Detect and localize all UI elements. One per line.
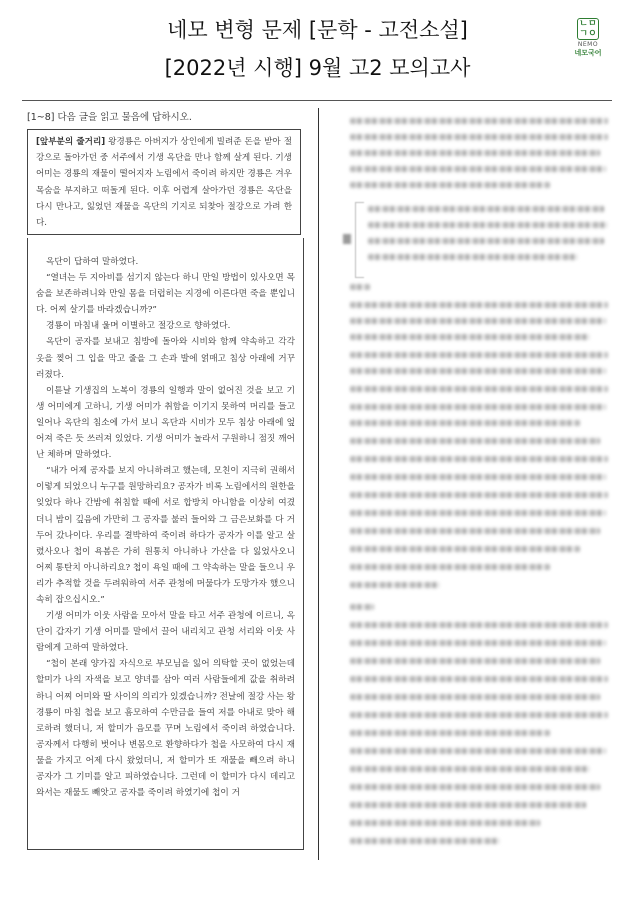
passage-paragraph: “내가 어제 공자를 보지 아니하려고 했는데, 모친이 지극히 권해서 이렇게 되었으니 누구를 원망하리요? 공자가 비록 노림에서의 원한을 잊었다 하나 간밤에 취침할 때에 서로 합방치 아니함을 이상히 여겼더니 밤이 깊음에 가만히 그 공자를 불러 들어와 그 금은보화를 다 거두어 갔나이다. 우리를 결박하여 죽이려 하다가 공자가 이를 알고 살렸사오나 첩이 욕봄은 가히 원통치 아니하나 가산을 다 잃었사오니 어찌 통탄치 아니하리요? 첩이 욕일 때에 그 약속하는 말을 들으니 우리가 추적할 것을 두려워하여 서주 관청에 머물다가 도망가자 했으니 속히 잡으십시오.” [36,466,295,605]
header-rule [22,100,612,101]
passage-paragraph: 기생 어미가 이웃 사람을 모아서 말을 타고 서주 관청에 이르니, 옥단이 갑자기 기생 어미를 말에서 끌어 내리치고 관청 서리와 이웃 사람에게 고하여 말하였다. [36,611,295,654]
logo-korean: 네모국어 [574,49,602,57]
blurred-label [343,234,351,244]
question-instruction: [1~8] 다음 글을 읽고 물음에 답하시오. [27,112,192,123]
summary-text: 왕경룡은 아버지가 상인에게 빌려준 돈을 받아 절강으로 돌아가던 중 서주에서 기생 옥단을 만나 함께 살게 된다. 기생 어미는 경룡의 재물이 떨어지자 노림에서 죽이려 하지만 경룡은 겨우 목숨을 부지하고 떠돌게 된다. 이후 어렵게 살아가던 경룡은 옥단을 다시 만나고, 잃었던 재물을 옥단의 기지로 되찾아 절강으로 가려 한다. [36,137,292,229]
passage-paragraph: 이튿날 기생집의 노복이 경룡의 일행과 말이 없어진 것을 보고 기생 어미에게 고하니, 기생 어미가 취함을 이기지 못하여 머리를 들고 일어나 옥단의 침소에 가서 보니 옥단과 시비가 모두 침상 아래에 엎어져 죽은 듯 쓰러져 있었다. 기생 어미가 놀라서 구원하니 점짓 깨어난 체하며 말하였다. [36,385,295,461]
document-subtitle: [2022년 시행] 9월 고2 모의고사 [164,56,471,80]
passage-paragraph: 경룡이 마침내 울며 이별하고 절강으로 향하였다. [46,321,231,332]
passage-paragraph: “열녀는 두 지아비를 섬기지 않는다 하니 만일 방법이 있사오면 목숨을 보존하려니와 만일 몸을 더럽히는 지경에 이른다면 죽을 뿐입니다. 어찌 살기를 바라겠습니까?” [36,273,295,316]
column-divider [318,108,319,860]
header [0,0,635,98]
story-passage [27,238,304,850]
passage-paragraph: 옥단이 공자를 보내고 침방에 돌아와 시비와 함께 약속하고 각각 옷을 찢어 그 입을 막고 줄을 그 손과 발에 얽매고 침상 아래에 거꾸러졌다. [36,337,295,380]
nemo-logo [568,18,608,58]
passage-paragraph: 옥단이 답하여 말하였다. [46,257,139,267]
logo-english: NEMO [577,41,599,48]
logo-mark-icon: ㄴㅁ ㄱㅇ [577,18,599,40]
document-title: 네모 변형 문제 [문학 - 고전소설] [167,18,468,42]
summary-label: [앞부분의 줄거리] [36,137,106,147]
blurred-bracket [355,202,364,278]
plot-summary-box [27,129,301,235]
passage-paragraph: “첩이 본래 양가집 자식으로 부모님을 잃어 의탁할 곳이 없었는데 할미가 나의 자색을 보고 양녀를 삼아 여러 사람들에게 값을 취하려 하니 어찌 어미와 딸 사이의 의리가 있겠습니까? 전날에 절강 사는 왕경룡이 마침 첩을 보고 흠모하여 수만금을 들여 저를 아내로 맞아 해로하려 했더니, 저 할미가 음모를 꾸며 노림에서 죽이려 하였습니다. 공자께서 다행히 벗어나 변몸으로 환향하다가 첩을 사모하여 다시 재물을 가지고 어제 다시 왔었더니, 저 할미가 또 재물을 빼으려 하니 공자가 그 기미를 알고 피하였습니다. 그런데 이 할미가 다시 데리고 와서는 재물도 빼앗고 공자를 죽이려 하였기에 첩이 거 [36,659,295,799]
